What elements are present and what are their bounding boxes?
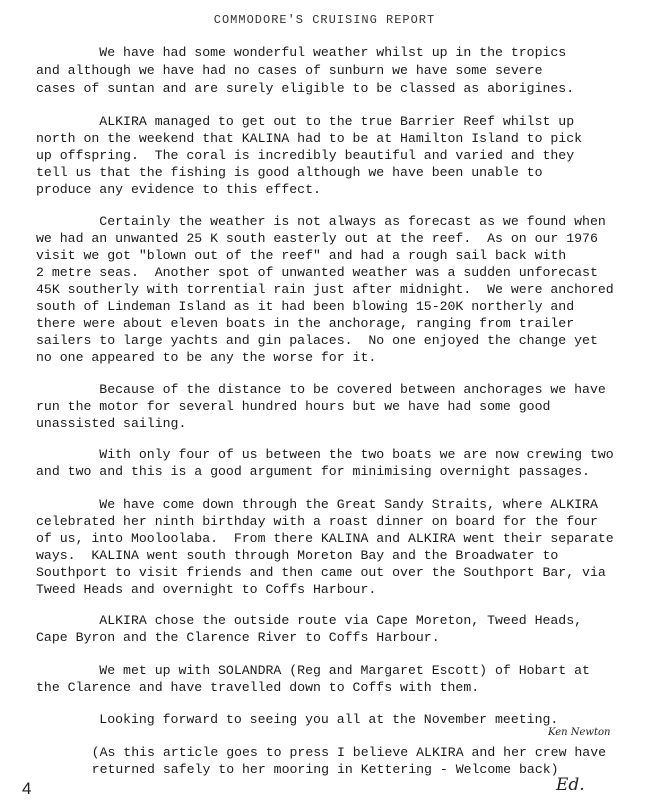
page-number: 4 <box>22 779 32 798</box>
editor-note-line: (As this article goes to press I believe ALKIRA and her crew have <box>60 745 607 760</box>
text-line: of us, into Mooloolaba. From there KALINA and ALKIRA went their separate <box>36 531 614 546</box>
text-line: no one appeared to be any the worse for it. <box>36 350 377 365</box>
text-line: south of Lindeman Island as it had been blowing 15-20K northerly and <box>36 299 575 314</box>
editor-initials: Ed. <box>556 775 585 795</box>
text-line: We have had some wonderful weather whilst up in the tropics <box>36 45 567 60</box>
text-line: run the motor for several hundred hours but we have had some good <box>36 399 551 414</box>
text-line: ALKIRA chose the outside route via Cape Moreton, Tweed Heads, <box>36 613 583 628</box>
text-line: Certainly the weather is not always as forecast as we found when <box>36 214 606 229</box>
text-line: Because of the distance to be covered between anchorages we have <box>36 382 606 397</box>
text-line: celebrated her ninth birthday with a roast dinner on board for the four <box>36 514 598 529</box>
text-line: 45K southerly with torrential rain just after midnight. We were anchored <box>36 282 614 297</box>
signature: Ken Newton <box>548 727 611 738</box>
text-line: ALKIRA managed to get out to the true Barrier Reef whilst up <box>36 114 575 129</box>
text-line: we had an unwanted 25 K south easterly out at the reef. As on our 1976 <box>36 231 598 246</box>
text-line: Cape Byron and the Clarence River to Coffs Harbour. <box>36 630 440 645</box>
editor-note-line: returned safely to her mooring in Kettering - Welcome back) <box>60 762 559 777</box>
text-line: ways. KALINA went south through Moreton Bay and the Broadwater to <box>36 548 559 563</box>
text-line: and two and this is a good argument for minimising overnight passages. <box>36 464 590 479</box>
text-line: visit we got "blown out of the reef" and had a rough sail back with <box>36 248 567 263</box>
text-line: sailers to large yachts and gin palaces. No one enjoyed the change yet <box>36 333 598 348</box>
text-line: 2 metre seas. Another spot of unwanted weather was a sudden unforecast <box>36 265 598 280</box>
text-line: Tweed Heads and overnight to Coffs Harbour. <box>36 582 377 597</box>
text-line: there were about eleven boats in the anchorage, ranging from trailer <box>36 316 575 331</box>
text-line: unassisted sailing. <box>36 416 187 431</box>
text-line: With only four of us between the two boats we are now crewing two <box>36 447 614 462</box>
text-line: Southport to visit friends and then came out over the Southport Bar, via <box>36 565 606 580</box>
text-line: cases of suntan and are surely eligible to be classed as aborigines. <box>36 81 575 96</box>
text-line: up offspring. The coral is incredibly beautiful and varied and they <box>36 148 575 163</box>
text-line: produce any evidence to this effect. <box>36 182 321 197</box>
text-line: We have come down through the Great Sandy Straits, where ALKIRA <box>36 497 598 512</box>
text-line: and although we have had no cases of sunburn we have some severe <box>36 63 543 78</box>
text-line: Looking forward to seeing you all at the November meeting. <box>36 712 559 727</box>
text-line: We met up with SOLANDRA (Reg and Margaret Escott) of Hobart at <box>36 663 590 678</box>
text-line: tell us that the fishing is good although we have been unable to <box>36 165 543 180</box>
text-line: the Clarence and have travelled down to Coffs with them. <box>36 680 480 695</box>
text-line: north on the weekend that KALINA had to be at Hamilton Island to pick <box>36 131 583 146</box>
page-title: COMMODORE'S CRUISING REPORT <box>213 13 436 27</box>
